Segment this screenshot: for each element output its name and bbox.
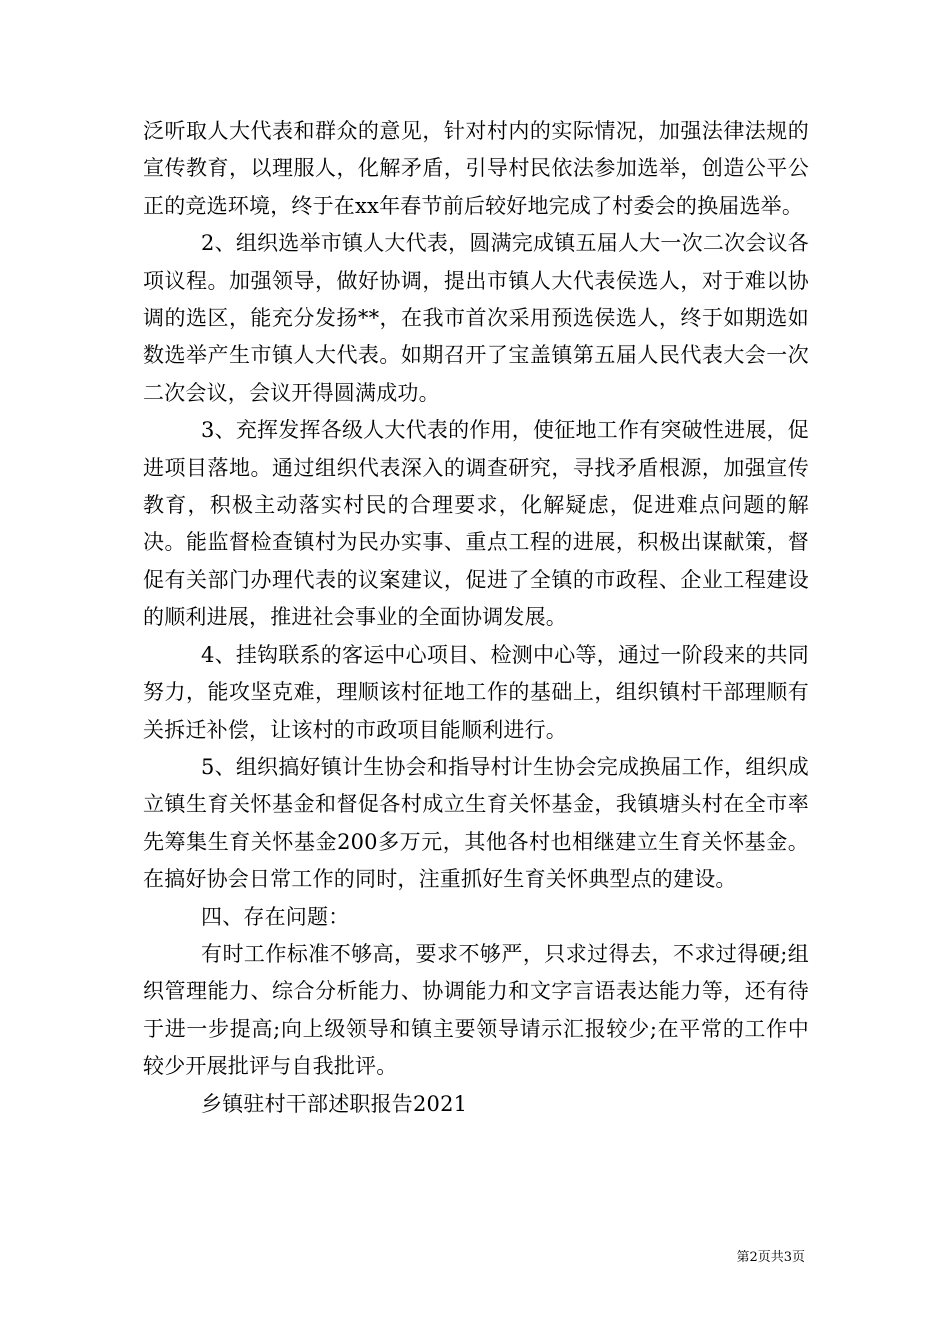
paragraph-problems: 有时工作标准不够高，要求不够严，只求过得去，不求过得硬;组织管理能力、综合分析能力、协调能力和文字言语表达能力等，还有待于进一步提高;向上级领导和镇主要领导请示汇报较少;在平常的工作中较少开展批评与自我批评。 (143, 941, 809, 1079)
paragraph-item-2: 2、组织选举市镇人大代表，圆满完成镇五届人大一次二次会议各项议程。加强领导，做好协调，提出市镇人大代表侯选人，对于难以协调的选区，能充分发扬**，在我市首次采用预选侯选人，终于如期选如数选举产生市镇人大代表。如期召开了宝盖镇第五届人民代表大会一次二次会议，会议开得圆满成功。 (143, 231, 809, 405)
page-number: 第2页共3页 (736, 1250, 805, 1265)
paragraph-item-3: 3、充挥发挥各级人大代表的作用，使征地工作有突破性进展，促进项目落地。通过组织代表深入的调查研究，寻找矛盾根源，加强宣传教育，积极主动落实村民的合理要求，化解疑虑，促进难点问题的解决。能监督检查镇村为民办实事、重点工程的进展，积极出谋献策，督促有关部门办理代表的议案建议，促进了全镇的市政程、企业工程建设的顺利进展，推进社会事业的全面协调发展。 (143, 418, 809, 630)
next-document-title: 乡镇驻村干部述职报告2021 (201, 1091, 468, 1116)
document-body (143, 113, 809, 1123)
section-heading-problems: 四、存在问题： (201, 904, 350, 929)
paragraph-continuation: 泛听取人大代表和群众的意见，针对村内的实际情况，加强法律法规的宣传教育，以理服人，化解矛盾，引导村民依法参加选举，创造公平公正的竞选环境，终于在xx年春节前后较好地完成了村委会的换届选举。 (143, 119, 809, 218)
paragraph-item-5: 5、组织搞好镇计生协会和指导村计生协会完成换届工作，组织成立镇生育关怀基金和督促各村成立生育关怀基金，我镇塘头村在全市率先筹集生育关怀基金200多万元，其他各村也相继建立生育关怀基金。在搞好协会日常工作的同时，注重抓好生育关怀典型点的建设。 (143, 754, 809, 892)
paragraph-item-4: 4、挂钩联系的客运中心项目、检测中心等，通过一阶段来的共同努力，能攻坚克难，理顺该村征地工作的基础上，组织镇村干部理顺有关拆迁补偿，让该村的市政项目能顺利进行。 (143, 642, 809, 742)
